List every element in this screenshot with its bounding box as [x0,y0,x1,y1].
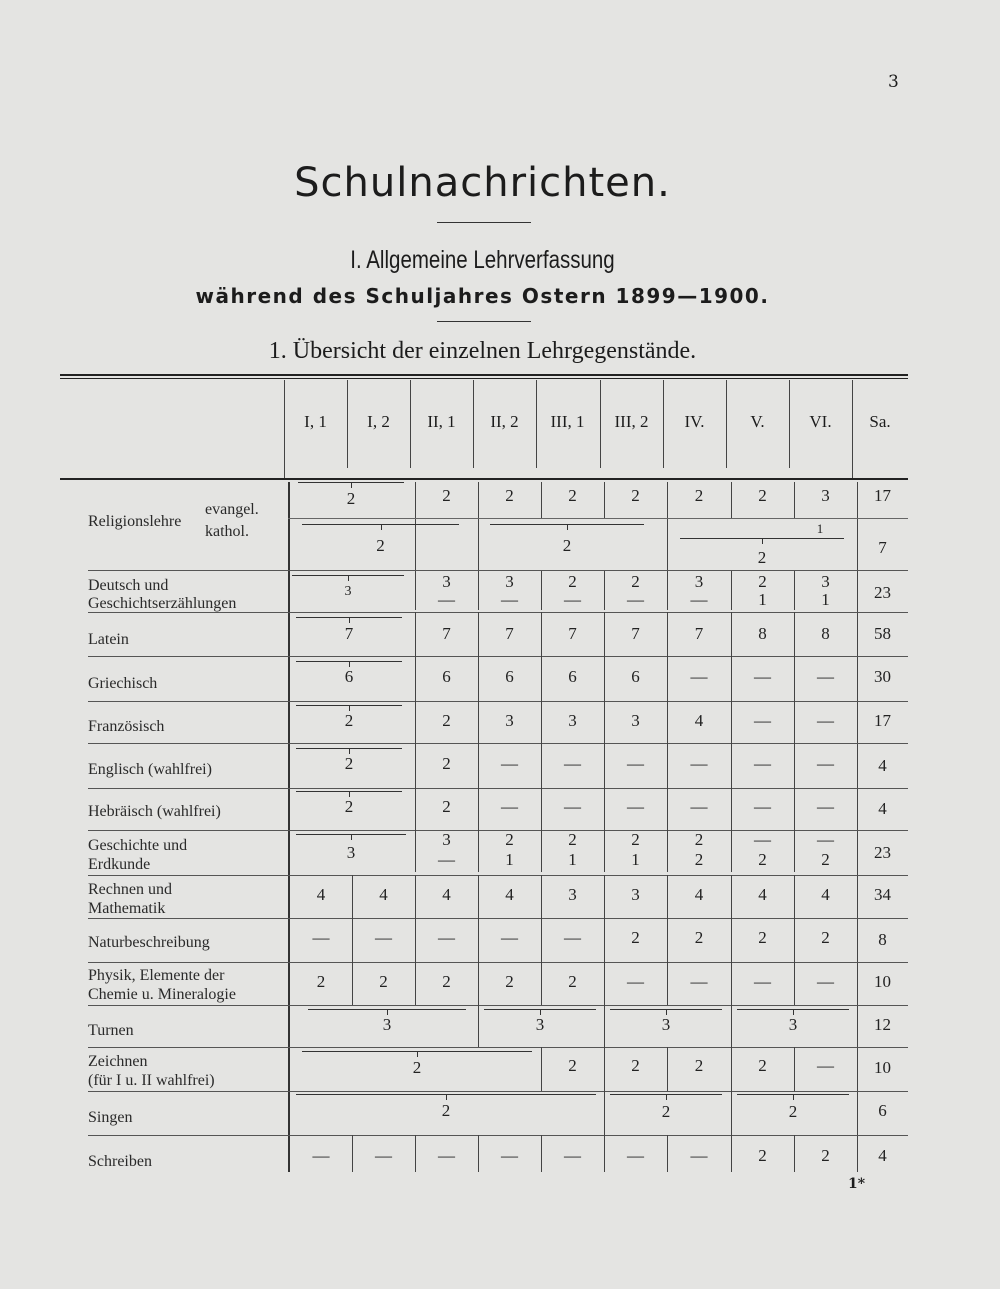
cell: 8 [758,624,767,643]
cell: 2 [505,830,514,849]
cell: 2 [821,850,830,869]
cell: 4 [694,885,704,904]
cell: 2 [631,572,640,591]
cell: — [312,928,330,947]
cell: 2 [442,972,451,991]
column-divider [478,1005,479,1047]
cell: 7 [694,624,704,643]
sum-cell: 23 [874,583,891,602]
page-number: 3 [888,72,899,92]
row-rule [88,1047,908,1048]
cell: 7 [442,624,451,643]
row-rule [88,788,908,789]
cell: — [375,928,392,947]
section-heading: I. Allgemeine Lehrverfassung [350,246,615,274]
cell: — [690,667,708,686]
cell: — [817,972,834,991]
row-label-geschichte-2: Erdkunde [88,856,151,873]
sum-cell: 10 [874,972,891,991]
cell: 1 [816,521,824,536]
column-header: I, 1 [304,412,327,431]
row-label-schreiben: Schreiben [88,1153,152,1170]
cell: 2 [412,1058,422,1077]
cell: — [564,928,581,947]
row-rule [88,570,908,571]
subheading-divider [437,321,531,322]
column-divider [604,1091,605,1135]
cell: 4 [379,885,388,904]
sum-cell: 10 [874,1058,891,1077]
sum-cell: 17 [874,711,891,730]
sum-cell: 4 [878,1146,887,1165]
cell: 2 [631,830,640,849]
cell: 2 [694,486,704,505]
cell: 3 [505,711,514,730]
cell: — [564,590,581,609]
cell: — [754,711,771,730]
cell: — [754,830,771,849]
cell: 3 [535,1015,545,1034]
cell: 2 [344,797,354,816]
cell: 2 [758,1146,767,1165]
cell: 2 [631,1056,640,1075]
sum-cell: 17 [874,486,891,505]
cell: 1 [568,850,577,869]
cell: 1 [505,850,514,869]
column-header: III, 1 [550,412,585,431]
cell: 2 [694,850,704,869]
row-label-zeichnen: Zeichnen [88,1053,148,1070]
cell: 2 [376,536,385,555]
row-label-naturbeschreibung: Naturbeschreibung [88,934,210,951]
header-bottom-rule [60,478,908,480]
cell: 2 [442,486,451,505]
cell: 3 [631,885,640,904]
cell: 2 [379,972,388,991]
column-header: II, 2 [490,412,519,431]
cell: 1 [631,850,640,869]
row-label-latein: Latein [88,631,129,648]
cell: — [627,1146,644,1165]
sum-cell: 4 [878,799,887,818]
cell: 6 [631,667,640,686]
cell: 3 [661,1015,671,1034]
cell: — [312,1146,330,1165]
cell: 2 [758,850,767,869]
column-header: VI. [809,412,832,431]
label-divider [288,482,290,1172]
cell: 2 [694,928,704,947]
row-label-griechisch: Griechisch [88,675,158,692]
sum-cell: 7 [878,538,887,557]
cell: — [375,1146,392,1165]
cell: 2 [631,928,640,947]
cell: 2 [441,1101,451,1120]
sum-cell: 4 [878,756,887,775]
cell: — [501,928,518,947]
cell: 7 [568,624,577,643]
cell: 2 [821,928,830,947]
cell: 4 [694,711,704,730]
cell: — [627,972,644,991]
cell: 2 [344,754,354,773]
section-subheading: während des Schuljahres Ostern 1899—1900. [195,284,770,308]
cell: — [754,972,771,991]
column-header: I, 2 [367,412,390,431]
cell: — [690,797,708,816]
cell: — [501,1146,518,1165]
cell: 6 [505,667,514,686]
row-sublabel-evangel: evangel. [205,501,259,518]
column-divider [731,1005,732,1047]
table-top-rule-thin [60,378,908,379]
row-rule [88,1005,908,1006]
row-label-hebraeisch: Hebräisch (wahlfrei) [88,803,221,820]
cell: 2 [694,1056,704,1075]
row-rule [88,701,908,702]
row-rule [88,656,908,657]
cell: 3 [631,711,640,730]
sum-cell: 23 [874,843,891,862]
row-label-englisch: Englisch (wahlfrei) [88,761,212,778]
cell: — [817,1056,834,1075]
cell: 7 [344,624,354,643]
cell: 2 [821,1146,830,1165]
cell: — [627,797,644,816]
cell: 6 [568,667,577,686]
row-label-rechnen: Rechnen und [88,881,172,898]
cell: 3 [442,830,451,849]
cell: 7 [505,624,514,643]
cell: 2 [442,754,451,773]
cell: 2 [346,489,356,508]
cell: 2 [505,972,514,991]
cell: — [627,754,644,773]
cell: 3 [568,885,577,904]
cell: 2 [442,711,451,730]
sum-cell: 58 [874,624,891,643]
cell: 3 [346,843,356,862]
cell: 2 [661,1102,671,1121]
cell: — [817,711,834,730]
cell: — [438,928,455,947]
cell: — [501,797,518,816]
row-label-geschichte: Geschichte und [88,837,188,854]
cell: 6 [344,667,354,686]
cell: 3 [788,1015,798,1034]
cell: 4 [316,885,326,904]
cell: 2 [505,486,514,505]
cell: — [690,590,708,609]
cell: 6 [442,667,451,686]
cell: 3 [382,1015,392,1034]
cell: 7 [631,624,640,643]
sum-cell: 12 [874,1015,891,1034]
row-rule [88,875,908,876]
cell: 2 [344,711,354,730]
cell: 2 [316,972,326,991]
cell: 2 [758,928,767,947]
sum-cell: 6 [878,1101,887,1120]
cell: 3 [442,572,451,591]
row-rule [88,918,908,919]
sum-cell: 8 [878,930,887,949]
cell: 4 [758,885,767,904]
cell: — [438,850,455,869]
group-brace [302,524,459,535]
group-brace [490,524,644,535]
cell: 1 [821,590,830,609]
cell: 2 [758,572,767,591]
cell: 3 [821,572,830,591]
cell: — [817,797,834,816]
cell: 2 [694,830,704,849]
row-label-physik: Physik, Elemente der [88,967,225,984]
row-rule [88,1091,908,1092]
cell: 2 [568,572,577,591]
cell: — [817,754,834,773]
cell: 2 [758,1056,767,1075]
cell: — [564,1146,581,1165]
cell: — [754,667,771,686]
cell: — [564,797,581,816]
cell: 2 [562,536,572,555]
cell: 4 [505,885,514,904]
cell: — [438,1146,455,1165]
row-label-religion: Religionslehre [88,513,182,530]
row-label-singen: Singen [88,1109,133,1126]
sum-cell: 30 [874,667,891,686]
cell: 2 [757,548,767,567]
cell: 4 [821,885,830,904]
cell: 3 [694,572,704,591]
row-label-turnen: Turnen [88,1022,134,1039]
page-title: Schulnachrichten. [294,160,671,206]
row-rule [88,1135,908,1136]
cell: — [754,797,771,816]
row-rule [88,743,908,744]
cell: — [754,754,771,773]
cell: 2 [568,972,577,991]
row-label-deutsch: Deutsch und [88,577,169,594]
column-divider [731,1091,732,1135]
cell: 8 [821,624,830,643]
title-divider [437,222,531,223]
cell: — [690,1146,708,1165]
cell: 2 [758,486,767,505]
row-label-zeichnen-2: (für I u. II wahlfrei) [88,1072,215,1089]
cell: — [501,754,518,773]
cell: 3 [344,584,352,599]
column-divider [604,1005,605,1047]
cell: — [564,754,581,773]
cell: 4 [442,885,451,904]
column-header: IV. [684,412,705,431]
cell: 2 [442,797,451,816]
row-sublabel-kathol: kathol. [205,523,249,540]
cell: 2 [568,830,577,849]
cell: — [438,590,455,609]
cell: 2 [568,486,577,505]
cell: — [817,830,834,849]
cell: — [690,754,708,773]
cell: 3 [821,486,830,505]
cell: 1 [758,590,767,609]
cell: — [501,590,518,609]
cell: — [627,590,644,609]
cell: 2 [631,486,640,505]
footer-signature-mark: 1* [848,1176,866,1192]
cell: — [817,667,834,686]
row-rule [88,962,908,963]
column-header: V. [750,412,765,431]
cell: 2 [568,1056,577,1075]
row-rule [288,518,908,519]
column-header: II, 1 [427,412,456,431]
row-label-franzoesisch: Französisch [88,718,165,735]
cell: 3 [505,572,514,591]
cell: 3 [568,711,577,730]
column-header: Sa. [869,412,891,431]
row-label-rechnen-2: Mathematik [88,900,166,917]
column-header: III, 2 [614,412,649,431]
sum-cell: 34 [874,885,891,904]
cell: 2 [788,1102,798,1121]
cell: — [690,972,708,991]
row-label-physik-2: Chemie u. Mineralogie [88,986,236,1003]
row-label-deutsch-2: Geschichtserzählungen [88,595,237,612]
table-top-rule [60,374,908,376]
table-title: 1. Übersicht der einzelnen Lehrgegenstände. [268,338,697,364]
